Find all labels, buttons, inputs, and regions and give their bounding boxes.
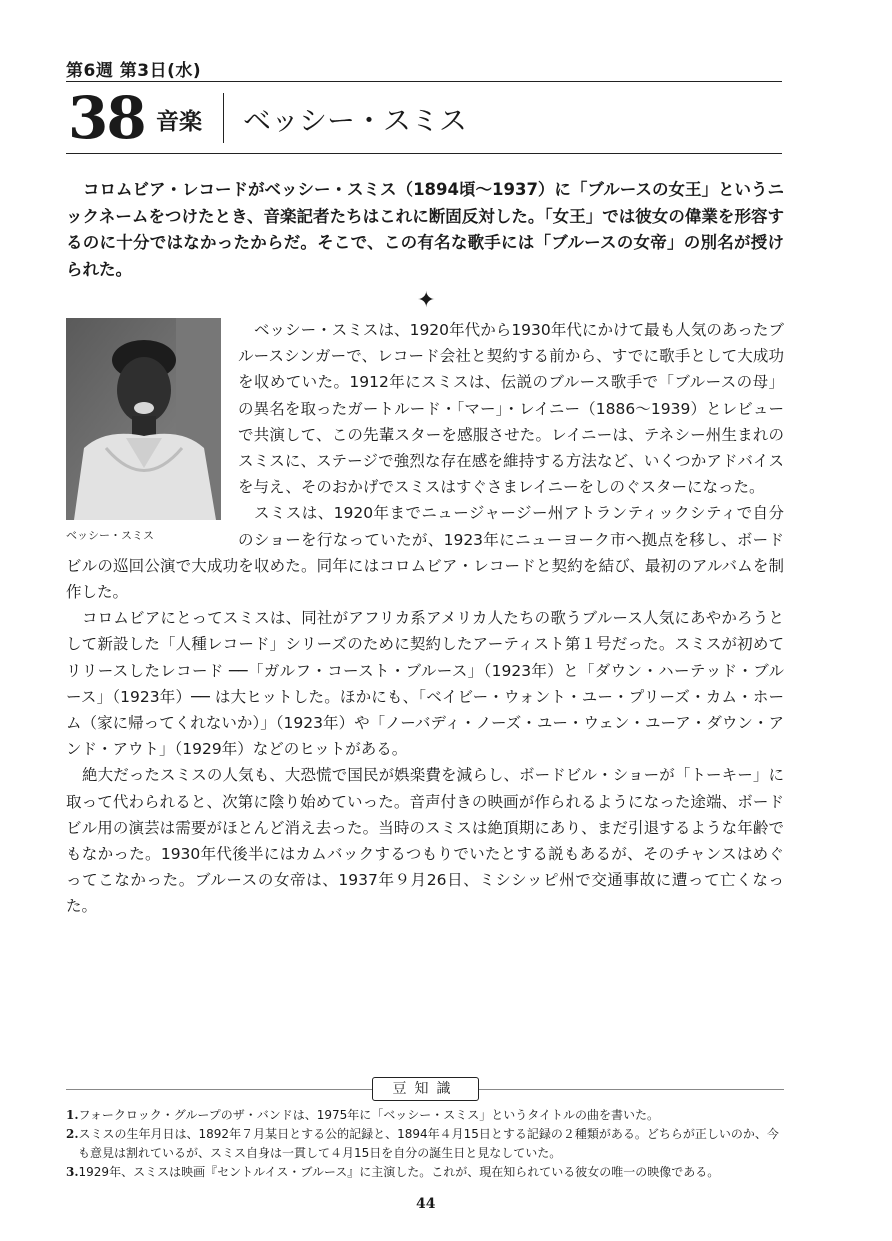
trivia-number: 1. xyxy=(66,1108,79,1122)
header-divider xyxy=(223,93,224,143)
trivia-heading: 豆知識 xyxy=(372,1077,479,1101)
trivia-text: 1929年、スミスは映画『セントルイス・ブルース』に主演した。これが、現在知られている彼女の唯一の映像である。 xyxy=(78,1165,720,1179)
entry-number: 38 xyxy=(68,84,145,152)
header-rule-top xyxy=(66,81,782,82)
header-rule-bottom xyxy=(66,153,782,154)
trivia-text: スミスの生年月日は、1892年７月某日とする公的記録と、1894年４月15日とする記録の２種類がある。どちらが正しいのか、今も意見は割れているが、スミス自身は一貫して４月15日を自分の誕生日と見なしていた。 xyxy=(78,1127,779,1160)
body-paragraph: コロムビアにとってスミスは、同社がアフリカ系アメリカ人たちの歌うブルース人気にあやかろうとして新設した「人種レコード」シリーズのために契約したアーティスト第１号だった。スミスが初めてリリースしたレコード ──「ガルフ・コースト・ブルース」（1923年）と「ダウン・ハーテッド・ブルース」（1923年）── は大ヒットした。ほかにも、「ベイビー・ウォント・ユー・プリーズ・カム・ホーム（家に帰ってくれないか）」（1923年）や「ノーバディ・ノーズ・ユー・ウェン・ユーア・ダウン・アンド・アウト」（1929年）などのヒットがある。 xyxy=(66,609,784,759)
photo-space xyxy=(66,317,238,549)
category-label: 音楽 xyxy=(156,109,202,135)
trivia-item xyxy=(66,1163,784,1182)
trivia-number: 3. xyxy=(66,1165,79,1179)
trivia-item xyxy=(66,1106,784,1125)
intro-paragraph: コロムビア・レコードがベッシー・スミス（1894頃〜1937）に「ブルースの女王」というニックネームをつけたとき、音楽記者たちはこれに断固反対した。「女王」では彼女の偉業を形容するのに十分ではなかったからだ。そこで、この有名な歌手には「ブルースの女帝」の別名が授けられた。 xyxy=(66,180,784,279)
body-paragraph: 絶大だったスミスの人気も、大恐慌で国民が娯楽費を減らし、ボードビル・ショーが「トーキー」に取って代わられると、次第に陰り始めていった。音声付きの映画が作られるようになった途端、ボードビル用の演芸は需要がほとんど消え去った。当時のスミスは絶頂期にあり、まだ引退するような年齢でもなかった。1930年代後半にはカムバックするつもりでいたとする説もあるが、そのチャンスはめぐってこなかった。ブルースの女帝は、1937年９月26日、ミシシッピ州で交通事故に遭って亡くなった。 xyxy=(66,766,784,916)
week-day-label: 第6週 第3日(水) xyxy=(66,61,202,81)
photo-caption: ベッシー・スミス xyxy=(66,529,154,542)
trivia-text: フォークロック・グループのザ・バンドは、1975年に「ベッシー・スミス」というタイトルの曲を書いた。 xyxy=(78,1108,660,1122)
body-paragraph: スミスは、1920年までニュージャージー州アトランティックシティで自分のショーを行なっていたが、1923年にニューヨーク市へ拠点を移し、ボードビルの巡回公演で大成功を収めた。同年にはコロムビア・レコードと契約を結び、最初のアルバムを制作した。 xyxy=(66,504,784,602)
page-title: ベッシー・スミス xyxy=(243,104,468,137)
page-number: 44 xyxy=(416,1196,436,1212)
trivia-item xyxy=(66,1125,784,1163)
article-body xyxy=(66,317,784,920)
diamond-divider-icon: ✦ xyxy=(417,288,436,313)
trivia-list xyxy=(66,1106,784,1182)
trivia-number: 2. xyxy=(66,1127,79,1141)
body-paragraph: ベッシー・スミスは、1920年代から1930年代にかけて最も人気のあったブルースシンガーで、レコード会社と契約する前から、すでに歌手として大成功を収めていた。1912年にスミスは、伝説のブルース歌手で「ブルースの母」の異名を取ったガートルード・「マー」・レイニー（1886〜1939）とレビューで共演して、この先輩スターを感服させた。レイニーは、テネシー州生まれのスミスに、ステージで強烈な存在感を維持する方法など、いくつかアドバイスを与え、そのおかげでスミスはすぐさまレイニーをしのぐスターになった。 xyxy=(238,321,784,497)
